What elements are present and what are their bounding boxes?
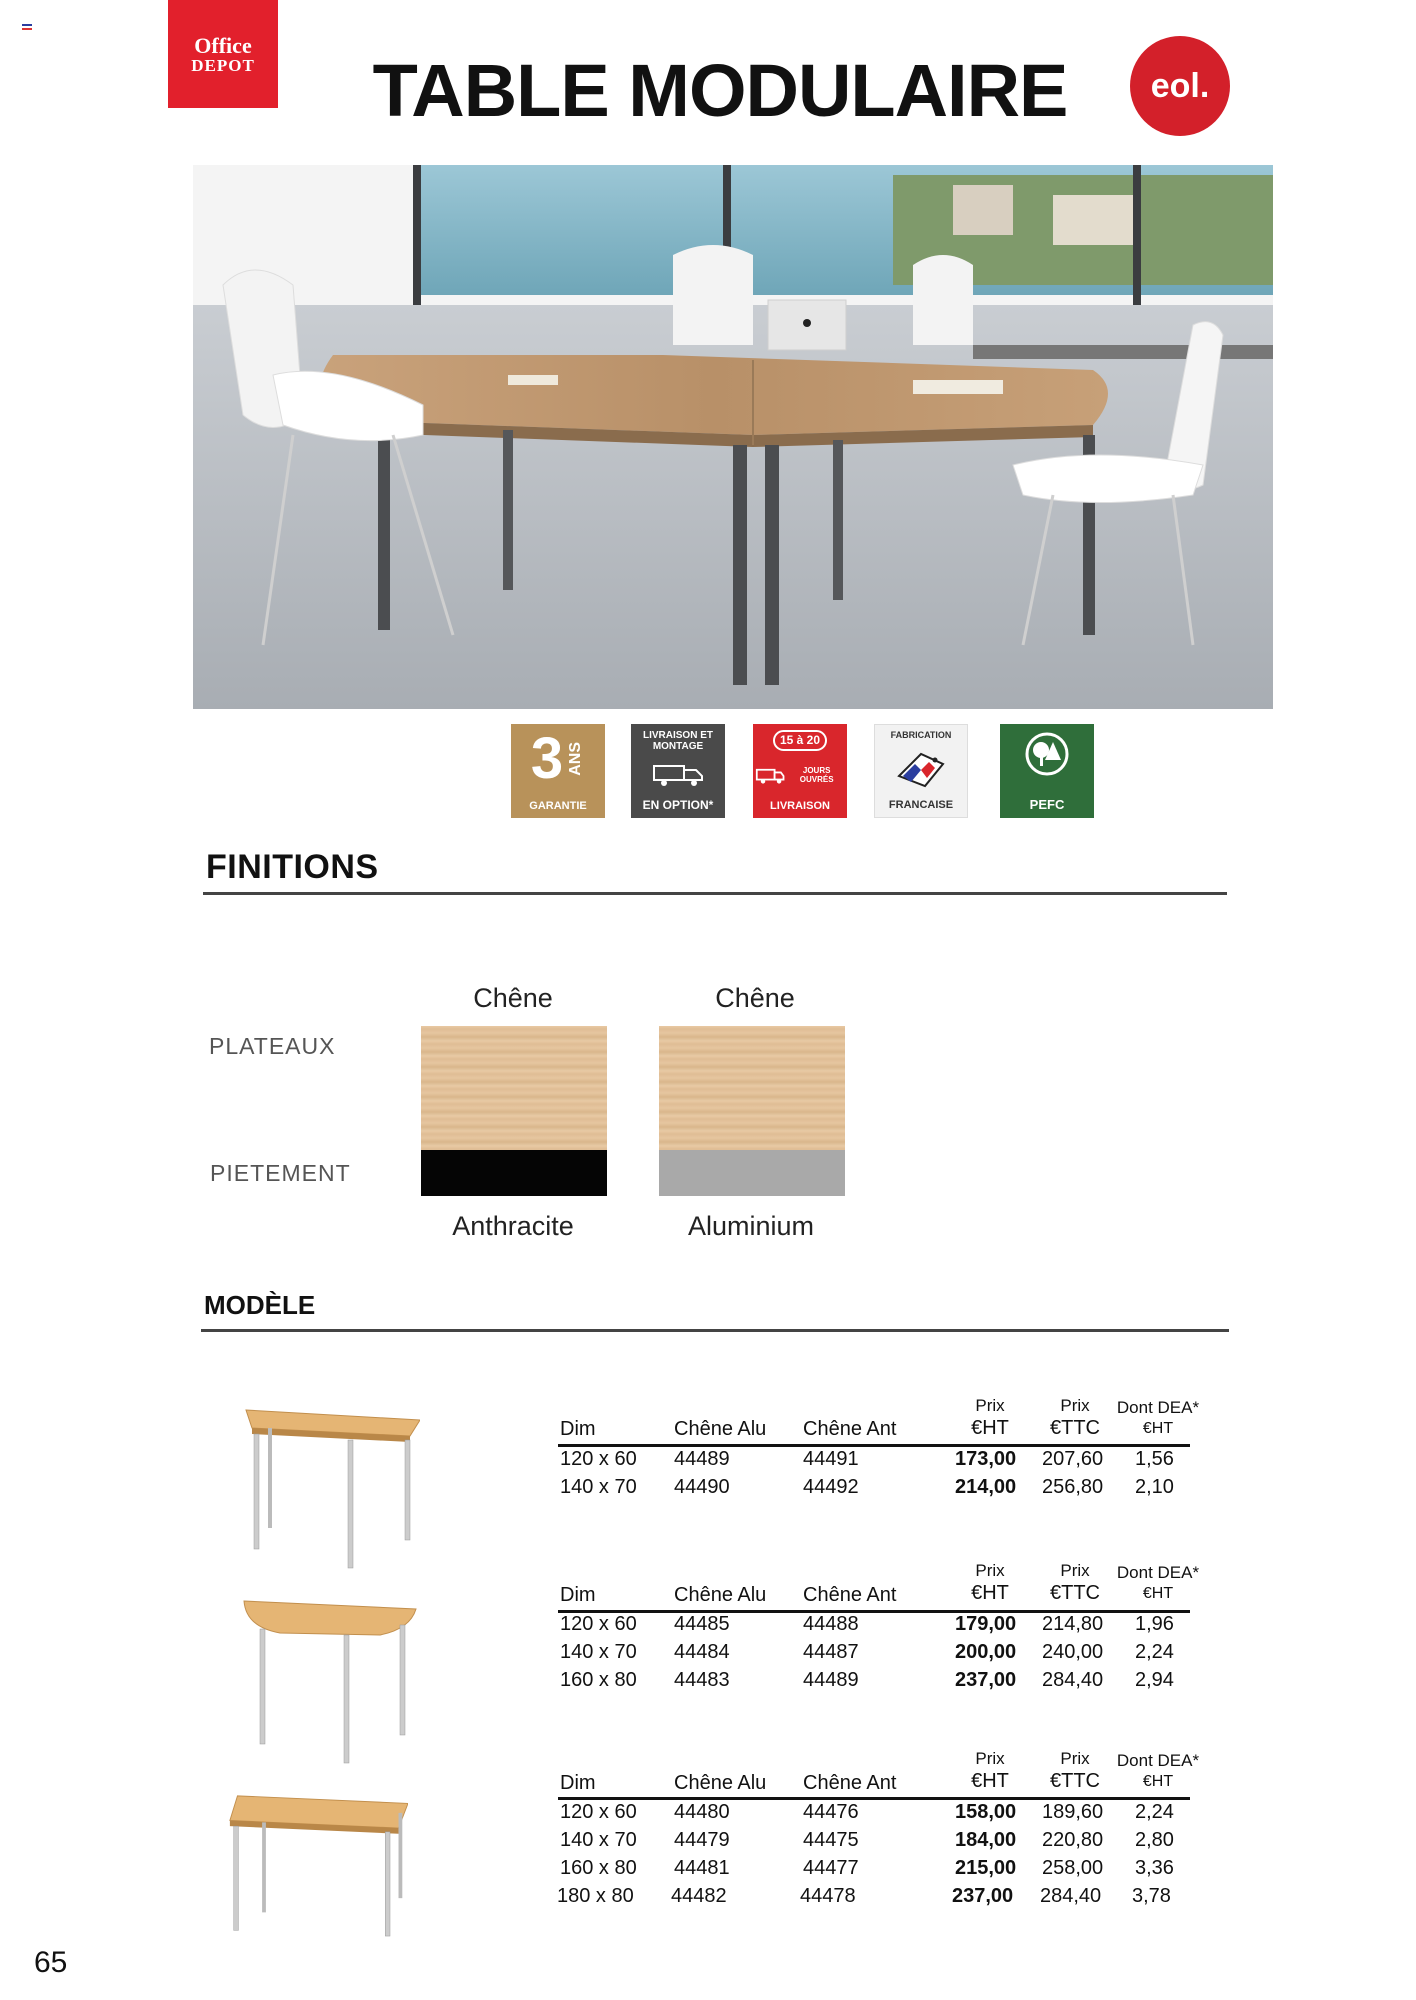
badge-livraison-bottom: EN OPTION*	[642, 797, 714, 812]
finish-1-top-name: Chêne	[473, 983, 553, 1013]
cell-dea: 2,24	[1135, 1801, 1174, 1823]
cell-ht: 214,00	[955, 1476, 1017, 1498]
pietement-label: PIETEMENT	[210, 1160, 351, 1186]
cell-ttc: 258,00	[1042, 1857, 1104, 1879]
header-chene-alu: Chêne Alu	[674, 1418, 767, 1440]
cell-ttc: 214,80	[1042, 1613, 1104, 1635]
badge-garantie-number: 3	[530, 726, 564, 791]
header-prix-ttc: Prix €TTC	[1050, 1396, 1100, 1440]
badge-fabrication-bottom: FRANCAISE	[888, 798, 954, 811]
cell-dea: 2,80	[1135, 1829, 1174, 1851]
logo-line1: Office	[194, 32, 252, 58]
cell-dim: 120 x 60	[560, 1613, 637, 1635]
cell-ant: 44491	[803, 1448, 859, 1470]
cell-ttc: 284,40	[1040, 1885, 1102, 1907]
cell-ttc: 207,60	[1042, 1448, 1104, 1470]
finitions-divider	[203, 892, 1227, 895]
badge-fabrication-top: FABRICATION	[890, 730, 952, 740]
cell-ant: 44477	[803, 1857, 859, 1879]
badge-livraison-top: LIVRAISON ET MONTAGE	[642, 730, 713, 752]
cell-ant: 44475	[803, 1829, 859, 1851]
header-chene-ant: Chêne Ant	[803, 1584, 897, 1606]
table-rectangle-illustration	[228, 1780, 408, 1950]
cell-ant: 44487	[803, 1641, 859, 1663]
cell-dea: 3,36	[1135, 1857, 1174, 1879]
header-dea: Dont DEA* €HT	[1116, 1751, 1200, 1791]
header-dim: Dim	[560, 1584, 596, 1606]
logo-line2: DEPOT	[191, 55, 255, 75]
eol-logo: eol.	[1130, 36, 1230, 136]
badge-delai-livraison	[753, 724, 847, 818]
header-chene-ant: Chêne Ant	[803, 1418, 897, 1440]
cell-ant: 44476	[803, 1801, 859, 1823]
cell-dim: 160 x 80	[560, 1857, 637, 1879]
finish-2-plateau-swatch	[659, 1026, 845, 1150]
header-underline	[558, 1797, 1190, 1800]
cell-dim: 160 x 80	[560, 1669, 637, 1691]
cell-dea: 1,96	[1135, 1613, 1174, 1635]
header-prix-ht: Prix €HT	[971, 1749, 1009, 1793]
badge-garantie	[511, 724, 605, 818]
cell-alu: 44485	[674, 1613, 730, 1635]
finish-1-bottom-name: Anthracite	[452, 1211, 574, 1241]
page-title: TABLE MODULAIRE	[372, 49, 1068, 132]
badge-pefc	[1000, 724, 1094, 818]
cell-dim: 180 x 80	[557, 1885, 634, 1907]
cell-ant: 44478	[800, 1885, 856, 1907]
cell-ht: 215,00	[955, 1857, 1017, 1879]
cell-dea: 1,56	[1135, 1448, 1174, 1470]
header-dim: Dim	[560, 1418, 596, 1440]
cell-ht: 200,00	[955, 1641, 1017, 1663]
header-prix-ttc: Prix €TTC	[1050, 1561, 1100, 1605]
header-dim: Dim	[560, 1772, 596, 1794]
header-chene-alu: Chêne Alu	[674, 1584, 767, 1606]
hero-photo	[193, 165, 1273, 709]
finitions-heading: FINITIONS	[206, 848, 379, 886]
french-flag-tag-icon	[895, 750, 947, 790]
badge-delai-mid: JOURS OUVRÉS	[799, 765, 834, 784]
header-chene-alu: Chêne Alu	[674, 1772, 767, 1794]
cell-dea: 3,78	[1132, 1885, 1171, 1907]
flag-icon	[22, 24, 32, 30]
cell-ant: 44492	[803, 1476, 859, 1498]
cell-alu: 44481	[674, 1857, 730, 1879]
header-dea: Dont DEA* €HT	[1116, 1398, 1200, 1438]
modele-heading: MODÈLE	[204, 1290, 316, 1320]
truck-icon	[650, 762, 706, 788]
badge-fabrication-francaise	[874, 724, 968, 818]
page-number: 65	[34, 1946, 68, 1979]
cell-ttc: 256,80	[1042, 1476, 1104, 1498]
cell-ht: 184,00	[955, 1829, 1017, 1851]
cell-alu: 44483	[674, 1669, 730, 1691]
header-prix-ht: Prix €HT	[971, 1561, 1009, 1605]
table-demi-lune-illustration	[240, 1595, 420, 1765]
cell-ht: 173,00	[955, 1448, 1017, 1470]
delivery-van-icon	[755, 766, 785, 786]
cell-dim: 120 x 60	[560, 1801, 637, 1823]
pefc-tree-icon	[1019, 730, 1075, 780]
cell-ht: 237,00	[955, 1669, 1017, 1691]
office-depot-logo	[168, 0, 278, 108]
finish-1-leg-swatch	[421, 1150, 607, 1196]
header-chene-ant: Chêne Ant	[803, 1772, 897, 1794]
badge-garantie-label: GARANTIE	[529, 799, 587, 812]
cell-ht: 158,00	[955, 1801, 1017, 1823]
badge-delai-bottom: LIVRAISON	[770, 799, 830, 812]
cell-dea: 2,10	[1135, 1476, 1174, 1498]
cell-dea: 2,94	[1135, 1669, 1174, 1691]
cell-alu: 44480	[674, 1801, 730, 1823]
finish-2-bottom-name: Aluminium	[687, 1211, 815, 1241]
cell-alu: 44479	[674, 1829, 730, 1851]
cell-dim: 120 x 60	[560, 1448, 637, 1470]
header-underline	[558, 1444, 1190, 1447]
cell-ht: 237,00	[952, 1885, 1014, 1907]
cell-alu: 44489	[674, 1448, 730, 1470]
cell-alu: 44482	[671, 1885, 727, 1907]
cell-ht: 179,00	[955, 1613, 1017, 1635]
table-trapeze-illustration	[240, 1400, 420, 1570]
cell-ttc: 220,80	[1042, 1829, 1104, 1851]
header-prix-ht: Prix €HT	[971, 1396, 1009, 1440]
plateaux-label: PLATEAUX	[209, 1033, 336, 1059]
cell-ttc: 240,00	[1042, 1641, 1104, 1663]
badge-delai-days: 15 à 20	[773, 730, 827, 751]
cell-dim: 140 x 70	[560, 1829, 637, 1851]
cell-alu: 44484	[674, 1641, 730, 1663]
badge-garantie-side: ANS	[567, 742, 585, 776]
cell-ttc: 189,60	[1042, 1801, 1104, 1823]
cell-dim: 140 x 70	[560, 1476, 637, 1498]
header-prix-ttc: Prix €TTC	[1050, 1749, 1100, 1793]
cell-dea: 2,24	[1135, 1641, 1174, 1663]
cell-dim: 140 x 70	[560, 1641, 637, 1663]
cell-ant: 44488	[803, 1613, 859, 1635]
finish-2-leg-swatch	[659, 1150, 845, 1196]
modele-divider	[201, 1329, 1229, 1332]
badge-pefc-label: PEFC	[1029, 796, 1065, 812]
finish-1-plateau-swatch	[421, 1026, 607, 1150]
cell-ttc: 284,40	[1042, 1669, 1104, 1691]
cell-alu: 44490	[674, 1476, 730, 1498]
badge-livraison-montage	[631, 724, 725, 818]
header-dea: Dont DEA* €HT	[1116, 1563, 1200, 1603]
finish-2-top-name: Chêne	[715, 983, 795, 1013]
cell-ant: 44489	[803, 1669, 859, 1691]
